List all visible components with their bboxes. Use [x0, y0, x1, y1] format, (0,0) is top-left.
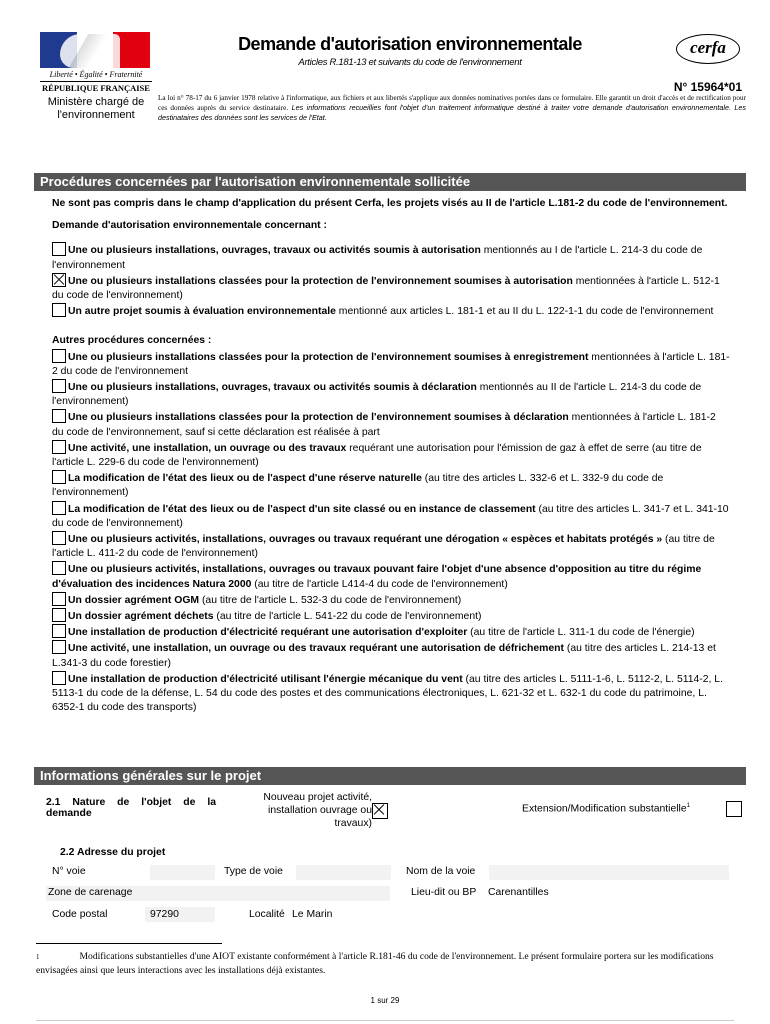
autre-item-title: Un dossier agrément OGM [68, 594, 200, 606]
autre-checkbox[interactable] [52, 440, 66, 454]
autre-checkbox[interactable] [52, 561, 66, 575]
autre-item-title: Une ou plusieurs activités, installations, ouvrages ou travaux requérant une dérogation « espèces et habitats protégés » [68, 534, 663, 546]
type-voie-field[interactable] [296, 865, 391, 880]
autre-item-title: Une activité, une installation, un ouvrage ou des travaux [68, 442, 347, 454]
autre-item [52, 624, 730, 640]
cp-label: Code postal [52, 909, 108, 920]
nature-label: 2.1 Nature de l'objet de la demande [46, 797, 216, 819]
autre-item-detail: (au titre des articles L. 5111-1-6, L. 5112-2, L. 5114-2, L. 5113-1 du code de la défense, L. 54 du code des postes et des communications électroniques, L. 621-32 et L. 632-1 du code du patrimoine, L. 6352-1 du code des transports) [52, 673, 723, 714]
demande-item-detail: mentionnés au I de l'article L. 214-3 du code de l'environnement [52, 245, 703, 271]
demande-item [52, 242, 730, 272]
autre-checkbox[interactable] [52, 470, 66, 484]
type-voie-label: Type de voie [224, 866, 283, 877]
adresse-label: 2.2 Adresse du projet [60, 847, 166, 858]
autre-item-detail: (au titre de l'article L414-4 du code de l'environnement) [251, 578, 508, 590]
demande-item-detail: mentionnées à l'article L. 512-1 du code de l'environnement) [52, 275, 720, 302]
form-subtitle: Articles R.181-13 et suivants du code de l'environnement [298, 57, 522, 68]
autre-checkbox[interactable] [52, 379, 66, 393]
autre-item [52, 592, 730, 608]
bottom-rule [36, 1020, 734, 1021]
marianne-logo [40, 32, 152, 93]
voie-no-field[interactable] [150, 865, 215, 880]
autre-checkbox[interactable] [52, 640, 66, 654]
republique-label: RÉPUBLIQUE FRANÇAISE [40, 81, 152, 93]
autre-item-detail: (au titre des articles L. 332-6 et L. 332-9 du code de l'environnement) [52, 473, 664, 499]
motto: Liberté • Égalité • Fraternité [49, 70, 143, 79]
localite-value[interactable]: Le Marin [292, 909, 333, 920]
demande-item-title: Un autre projet soumis à évaluation environnementale [68, 306, 336, 318]
autre-checkbox[interactable] [52, 501, 66, 515]
autre-item [52, 501, 730, 531]
nouveau-projet-checkbox[interactable] [372, 803, 388, 819]
autre-checkbox[interactable] [52, 671, 66, 685]
voie-no-label: N° voie [52, 866, 86, 877]
autre-item-title: Une installation de production d'électricité requérant une autorisation d'exploiter [68, 627, 468, 639]
autre-item-title: Un dossier agrément déchets [68, 611, 214, 623]
section-procedures [52, 197, 730, 716]
autre-item-detail: requérant une autorisation pour l'émission de gaz à effet de serre (au titre de l'article L. 229-6 du code de l'environnement) [52, 442, 702, 469]
autre-item-detail: (au titre de l'article L. 532-3 du code de l'environnement) [199, 594, 462, 606]
demande-item [52, 303, 730, 319]
lieudit-value[interactable]: Carenantilles [488, 887, 549, 898]
demande-checkbox[interactable] [52, 273, 66, 287]
autre-checkbox[interactable] [52, 531, 66, 545]
autre-item-title: Une ou plusieurs installations classées pour la protection de l'environnement soumises à déclaration [68, 412, 569, 424]
form-title: Demande d'autorisation environnementale [238, 34, 582, 54]
cerfa-logo: cerfa [676, 34, 740, 64]
section-procedures-header: Procédures concernées par l'autorisation environnementale sollicitée [34, 173, 746, 191]
flag-icon [40, 32, 150, 68]
loi-notice [158, 93, 746, 123]
autre-item-detail: (au titre des articles L. 214-13 et L.341-3 du code forestier) [52, 643, 716, 669]
demande-item-detail: mentionné aux articles L. 181-1 et au II du L. 122-1-1 du code de l'environnement [335, 306, 714, 318]
autre-item [52, 561, 730, 591]
autre-checkbox[interactable] [52, 592, 66, 606]
autre-item-title: Une ou plusieurs installations classées pour la protection de l'environnement soumises à enregistrement [68, 351, 589, 363]
footnote-marker: 1 [36, 953, 40, 961]
demande-label: Demande d'autorisation environnementale concernant : [52, 220, 327, 232]
autre-item [52, 608, 730, 624]
demande-checkbox[interactable] [52, 303, 66, 317]
autres-label: Autres procédures concernées : [52, 335, 212, 347]
footnote [36, 950, 736, 978]
loi-notice-part1: La loi n° 78-17 du 6 janvier 1978 relative à l'informatique, aux fichiers et aux libertés s'applique aux données nominatives portées dans ce formulaire. Elle garantit un droit d'accès et de rectification pour ces données auprès du service destinataire. [158, 94, 746, 112]
demande-item [52, 273, 730, 303]
autre-item-title: La modification de l'état des lieux ou de l'aspect d'un site classé ou en instance de classement [68, 503, 536, 515]
autre-item-detail: mentionnées à l'article L. 181-2 du code de l'environnement [52, 351, 730, 377]
form-number: N° 15964*01 [673, 80, 742, 94]
autre-item [52, 671, 730, 716]
autre-item-detail: (au titre des articles L. 341-7 et L. 341-10 du code de l'environnement) [52, 503, 729, 529]
nouveau-projet-label: Nouveau projet activité, installation ouvrage ou travaux) [263, 792, 372, 829]
autre-checkbox[interactable] [52, 349, 66, 363]
zone-label: Zone de carenage [48, 887, 133, 898]
autre-item [52, 640, 730, 670]
page-number: 1 sur 29 [370, 996, 400, 1005]
demande-checkbox[interactable] [52, 242, 66, 256]
autre-item [52, 440, 730, 470]
nom-voie-label: Nom de la voie [406, 866, 476, 877]
autre-item-title: Une ou plusieurs activités, installations, ouvrages ou travaux pouvant faire l'objet d'une absence d'opposition au titre du régime d'évaluation des incidences Natura 2000 [52, 564, 702, 590]
footnote-rule [36, 943, 222, 944]
autre-item-detail: (au titre de l'article L. 411-2 du code de l'environnement) [52, 534, 715, 560]
lieudit-label: Lieu-dit ou BP [411, 887, 477, 898]
demande-item-title: Une ou plusieurs installations classées pour la protection de l'environnement soumises à autorisation [68, 275, 573, 287]
extension-footnote-ref: 1 [686, 803, 690, 809]
nom-voie-field[interactable] [489, 865, 729, 880]
loi-notice-part2: Les informations recueillies font l'objet d'un traitement informatique destiné à traiter votre demande d'autorisation environnementale. Les destinataires des données sont les services de l'Etat. [158, 103, 747, 122]
localite-label: Localité [249, 909, 285, 920]
autre-item-title: La modification de l'état des lieux ou de l'aspect d'une réserve naturelle [68, 473, 422, 485]
autre-item-title: Une activité, une installation, un ouvrage ou des travaux requérant une autorisation de défrichement [68, 643, 564, 655]
footnote-text: Modifications substantielles d'une AIOT existante conformément à l'article R.181-46 du code de l'environnement. Le présent formulaire portera sur les modifications envisagées ainsi que leurs interactions avec les installations déjà existantes. [36, 951, 714, 976]
autre-checkbox[interactable] [52, 608, 66, 622]
ministere-label: Ministère chargé de l'environnement [47, 96, 145, 121]
autre-item-detail: (au titre de l'article L. 541-22 du code de l'environnement) [213, 611, 482, 623]
autre-item [52, 531, 730, 561]
scope-intro: Ne sont pas compris dans le champ d'application du présent Cerfa, les projets visés au II de l'article L.181-2 du code de l'environnement. [52, 198, 728, 209]
section-info-header: Informations générales sur le projet [34, 767, 746, 785]
autre-item-title: Une installation de production d'électricité utilisant l'énergie mécanique du vent [68, 673, 463, 685]
extension-checkbox[interactable] [726, 801, 742, 817]
autre-item-title: Une ou plusieurs installations, ouvrages, travaux ou activités soumis à déclaration [68, 382, 477, 394]
extension-label: Extension/Modification substantielle [522, 803, 687, 815]
autre-item-detail: mentionnés au II de l'article L. 214-3 du code de l'environnement) [52, 382, 702, 408]
autre-item-detail: (au titre de l'article L. 311-1 du code de l'énergie) [467, 627, 695, 639]
autre-item [52, 409, 730, 439]
demande-item-title: Une ou plusieurs installations, ouvrages, travaux ou activités soumis à autorisation [68, 245, 481, 257]
autre-item [52, 349, 730, 379]
autre-item [52, 470, 730, 500]
cp-value[interactable]: 97290 [150, 909, 179, 920]
autres-items [52, 349, 730, 716]
autre-checkbox[interactable] [52, 624, 66, 638]
autre-checkbox[interactable] [52, 409, 66, 423]
autre-item [52, 379, 730, 409]
extension-label-wrap [480, 803, 690, 814]
autre-item-detail: mentionnées à l'article L. 181-2 du code de l'environnement, sauf si cette déclaration est réalisée à part [52, 412, 716, 438]
demande-items [52, 242, 730, 319]
